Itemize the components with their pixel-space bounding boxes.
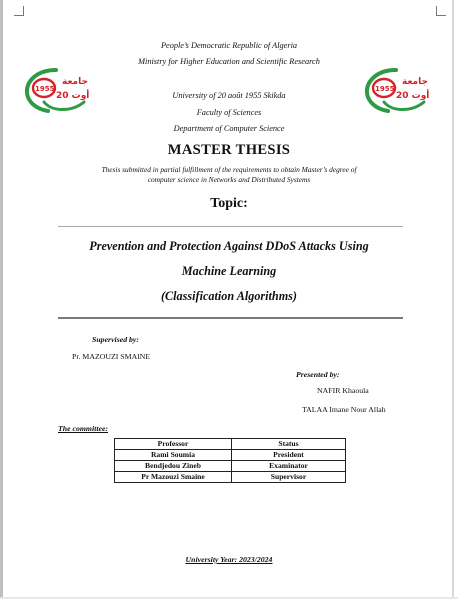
logo-green-swoosh <box>384 102 424 110</box>
department-line: Department of Computer Science <box>173 124 285 133</box>
logo-year-text: 1955 <box>375 85 395 93</box>
status-cell: Examinator <box>232 461 346 472</box>
table-row <box>115 450 346 461</box>
thesis-title-line-3: (Classification Algorithms) <box>160 289 297 303</box>
university-logo-left <box>22 66 94 116</box>
committee-table <box>114 438 346 483</box>
thesis-title-line-2: Machine Learning <box>181 264 277 278</box>
university-year: University Year: 2023/2024 <box>185 555 273 564</box>
table-row <box>115 472 346 483</box>
table-row <box>115 461 346 472</box>
logo-arabic-line-1: جامعة <box>62 77 88 87</box>
professor-cell: Pr Mazouzi Smaine <box>115 472 232 483</box>
republic-line: People’s Democratic Republic of Algeria <box>160 41 298 50</box>
thesis-title-line-1: Prevention and Protection Against DDoS Attacks Using <box>89 239 369 253</box>
committee-label: The committee: <box>58 424 109 433</box>
topic-top-rule <box>58 226 403 227</box>
thesis-description <box>0 165 458 185</box>
logo-arabic-line-1: جامعة <box>402 77 428 87</box>
faculty-line: Faculty of Sciences <box>196 108 262 117</box>
ministry-line: Ministry for Higher Education and Scientific Research <box>138 57 320 66</box>
topic-label: Topic: <box>210 196 248 211</box>
logo-arabic-line-2: 20 أوت <box>396 91 430 101</box>
header-professor: Professor <box>115 439 232 450</box>
university-line: University of 20 août 1955 Skikda <box>172 91 286 100</box>
supervisor-name: Pr. MAZOUZI SMAINE <box>72 352 151 361</box>
student-name-2: TALAA Imane Nour Allah <box>302 405 386 414</box>
status-cell: Supervisor <box>232 472 346 483</box>
description-line-1: Thesis submitted in partial fulfillment of the requirements to obtain Master’s degree of <box>101 165 357 174</box>
margin-corner-mark-right <box>436 6 446 16</box>
topic-bottom-rule <box>58 317 403 319</box>
logo-green-swoosh <box>44 102 84 110</box>
logo-arabic-line-2: 20 أوت <box>56 91 90 101</box>
document-title: MASTER THESIS <box>167 142 291 158</box>
status-cell: President <box>232 450 346 461</box>
professor-cell: Bendjedou Zineb <box>115 461 232 472</box>
professor-cell: Rami Soumia <box>115 450 232 461</box>
student-name-1: NAFIR Khaoula <box>317 386 369 395</box>
logo-year-text: 1955 <box>35 85 55 93</box>
university-logo-right <box>362 66 434 116</box>
table-header-row <box>115 439 346 450</box>
supervised-by-label: Supervised by: <box>92 335 139 344</box>
presented-by-label: Presented by: <box>296 370 340 379</box>
description-line-2: computer science in Networks and Distributed Systems <box>147 175 311 184</box>
margin-corner-mark-left <box>14 6 24 16</box>
header-status: Status <box>232 439 346 450</box>
